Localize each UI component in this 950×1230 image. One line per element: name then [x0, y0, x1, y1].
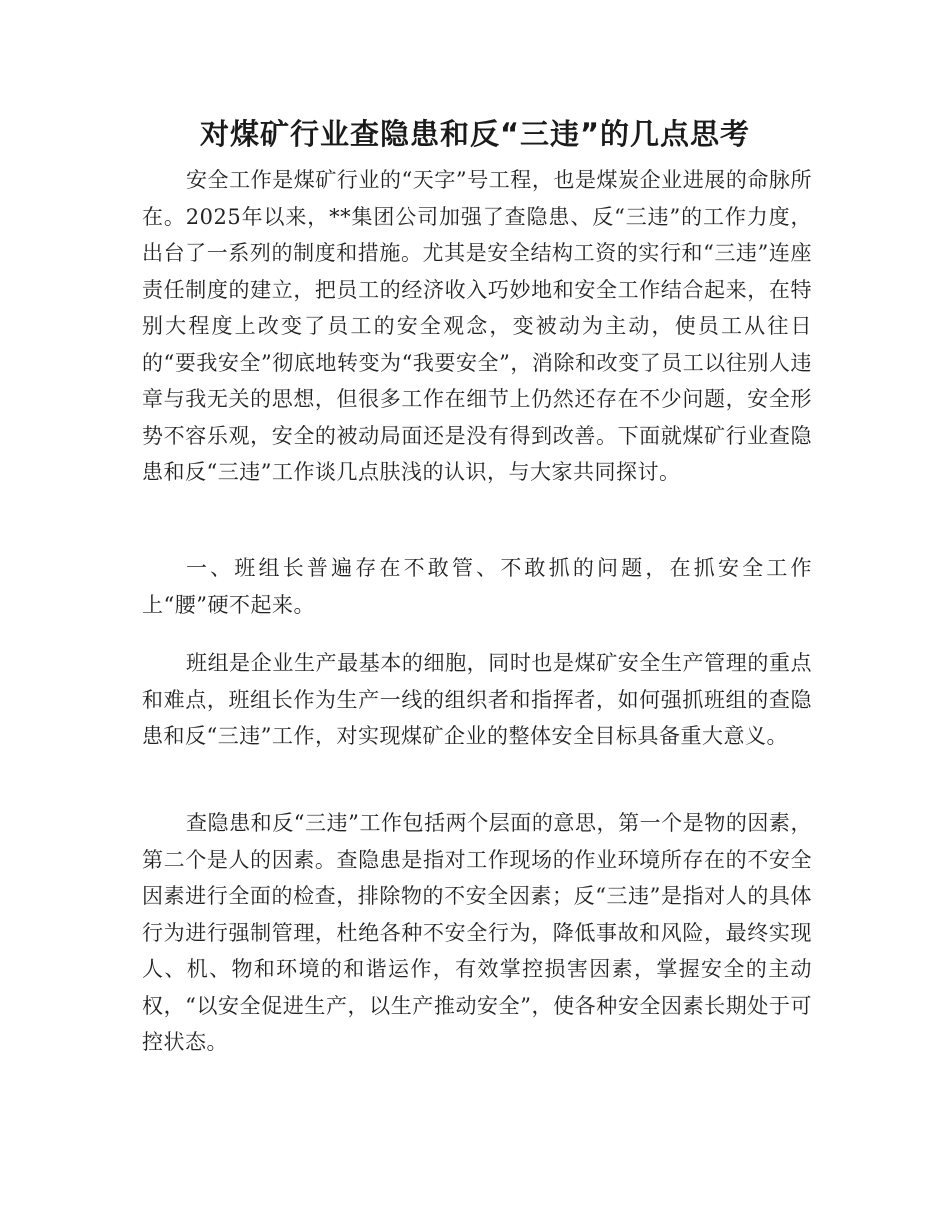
paragraph-team-leaders: 班组是企业生产最基本的细胞，同时也是煤矿安全生产管理的重点和难点，班组长作为生产一线的组织者和指挥者，如何强抓班组的查隐患和反“三违”工作，对实现煤矿企业的整体安全目标具备重大意义。	[142, 651, 812, 748]
section-heading-1: 一、班组长普遍存在不敢管、不敢抓的问题，在抓安全工作上“腰”硬不起来。	[142, 556, 812, 617]
document-title: 对煤矿行业查隐患和反“三违”的几点思考	[199, 117, 751, 151]
paragraph-intro: 安全工作是煤矿行业的“天字”号工程，也是煤炭企业进展的命脉所在。2025年以来，**集团公司加强了查隐患、反“三违”的工作力度，出台了一系列的制度和措施。尤其是安全结构工资的实行和“三违”连座责任制度的建立，把员工的经济收入巧妙地和安全工作结合起来，在特别大程度上改变了员工的安全观念，变被动为主动，使员工从往日的“要我安全”彻底地转变为“我要安全”，消除和改变了员工以往别人违章与我无关的思想，但很多工作在细节上仍然还存在不少问题，安全形势不容乐观，安全的被动局面还是没有得到改善。下面就煤矿行业查隐患和反“三违”工作谈几点肤浅的认识，与大家共同探讨。	[142, 168, 812, 484]
paragraph-two-levels: 查隐患和反“三违”工作包括两个层面的意思，第一个是物的因素，第二个是人的因素。查隐患是指对工作现场的作业环境所存在的不安全因素进行全面的检查，排除物的不安全因素；反“三违”是指对人的具体行为进行强制管理，杜绝各种不安全行为，降低事故和风险，最终实现人、机、物和环境的和谐运作，有效掌控损害因素，掌握安全的主动权，“以安全促进生产，以生产推动安全”，使各种安全因素长期处于可控状态。	[142, 811, 812, 1054]
